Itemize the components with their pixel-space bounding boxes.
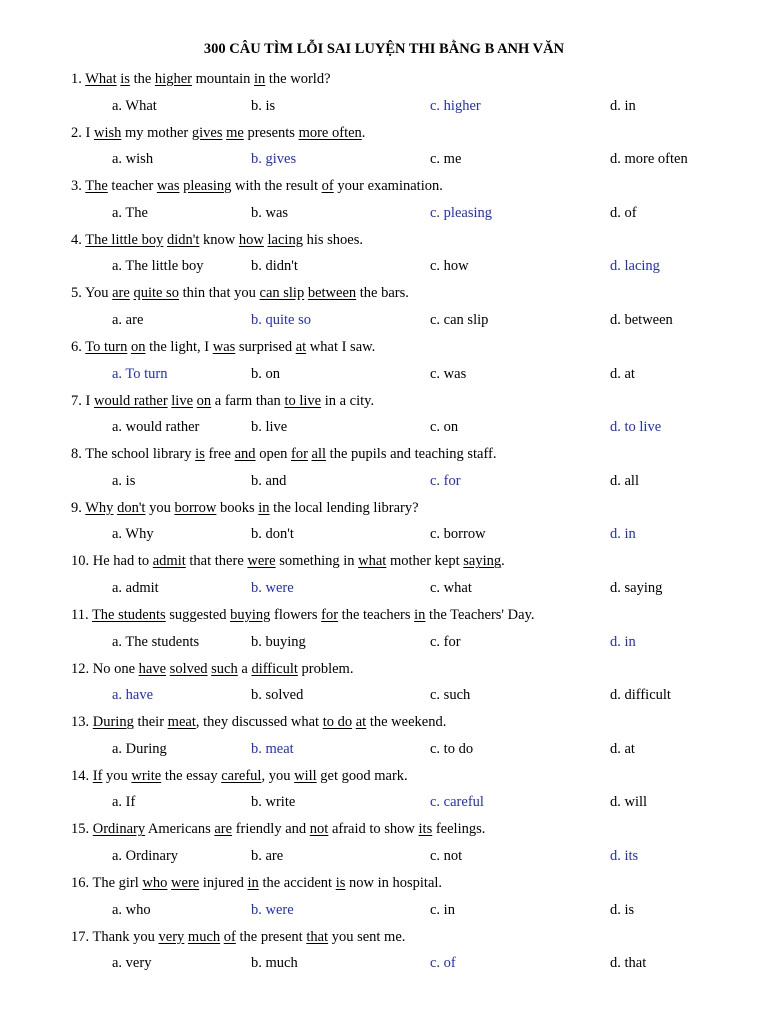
option-d: d. of — [610, 204, 637, 221]
underlined-phrase: Ordinary — [92, 821, 146, 838]
question-text: 2. I — [71, 124, 94, 141]
underlined-phrase: higher — [154, 71, 192, 87]
question-text: the pupils and teaching staff. — [326, 446, 497, 463]
option-a: a. If — [112, 794, 136, 811]
question-13 — [71, 713, 446, 731]
option-a: a. During — [112, 740, 167, 757]
underlined-phrase: is — [335, 875, 346, 891]
question-14 — [71, 767, 408, 785]
question-10 — [71, 552, 505, 570]
question-text: what I saw. — [306, 339, 376, 355]
option-d: d. will — [610, 794, 648, 811]
question-text: open — [255, 446, 291, 463]
question-text: a farm than — [211, 392, 285, 409]
question-16 — [71, 874, 442, 892]
question-text: teacher — [107, 178, 157, 195]
underlined-phrase: have — [138, 660, 167, 677]
underlined-phrase: buying — [230, 607, 271, 623]
underlined-phrase: and — [234, 446, 256, 463]
option-d: d. its — [610, 848, 639, 864]
underlined-phrase: pleasing — [183, 178, 232, 195]
option-b: b. are — [251, 848, 284, 864]
underlined-phrase: To turn — [85, 339, 128, 355]
question-text: the light, I — [145, 339, 213, 355]
question-text: presents — [243, 124, 299, 141]
underlined-phrase: all — [311, 446, 327, 463]
option-a: a. Ordinary — [112, 848, 179, 864]
underlined-phrase: are — [214, 821, 233, 838]
option-c: c. in — [430, 901, 455, 918]
option-b: b. were — [251, 901, 294, 918]
option-c: c. was — [430, 365, 467, 382]
question-text: get good mark. — [316, 767, 408, 784]
question-text: 5. You — [71, 285, 113, 302]
option-d: d. in — [610, 633, 636, 650]
question-text: books — [216, 499, 259, 516]
option-c: c. for — [430, 633, 461, 650]
underlined-phrase: meat — [167, 714, 196, 731]
underlined-phrase: can slip — [259, 285, 305, 302]
question-text: suggested — [165, 607, 231, 623]
option-d: d. lacing — [610, 258, 660, 275]
option-d: d. at — [610, 740, 635, 757]
underlined-phrase: was — [212, 339, 236, 355]
option-d: d. more often — [610, 151, 688, 168]
question-text: , you — [261, 767, 295, 784]
question-text: 9. — [71, 499, 86, 516]
page-title: 300 CÂU TÌM LỖI SAI LUYỆN THI BẰNG B ANH VĂN — [203, 41, 565, 57]
question-text: the bars. — [356, 285, 409, 302]
underlined-phrase: more often — [298, 124, 362, 141]
question-text: . — [361, 124, 366, 141]
question-text: free — [204, 446, 235, 463]
question-text: you sent me. — [328, 928, 406, 945]
underlined-phrase: saying — [463, 553, 502, 570]
underlined-phrase: live — [171, 392, 194, 409]
underlined-phrase: What — [85, 71, 117, 87]
option-c: c. can slip — [430, 312, 489, 328]
question-text: know — [199, 231, 239, 248]
option-c: c. higher — [430, 97, 481, 114]
option-c: c. what — [430, 580, 472, 596]
question-text: their — [133, 714, 168, 731]
option-d: d. in — [610, 526, 636, 543]
question-9 — [71, 499, 419, 517]
question-6 — [71, 338, 375, 356]
option-d: d. that — [610, 955, 647, 972]
option-b: b. write — [251, 794, 296, 811]
question-text: the teachers — [338, 607, 415, 623]
option-b: b. were — [251, 580, 294, 596]
option-a: a. admit — [112, 580, 159, 596]
option-a: a. Why — [112, 526, 154, 543]
question-text: Americans — [145, 821, 215, 838]
question-text: friendly and — [232, 821, 310, 838]
question-text: your examination. — [333, 178, 443, 195]
question-text: you — [145, 499, 175, 516]
underlined-phrase: The — [85, 178, 108, 195]
option-b: b. gives — [251, 151, 297, 168]
question-text: 8. The school library — [71, 446, 196, 463]
underlined-phrase: wish — [93, 124, 122, 141]
option-b: b. much — [251, 955, 298, 972]
underlined-phrase: how — [238, 231, 264, 248]
underlined-phrase: to do — [322, 714, 353, 731]
underlined-phrase: The students — [91, 607, 166, 623]
question-text: a — [237, 660, 252, 677]
question-text: 11. — [71, 607, 92, 623]
underlined-phrase: on — [130, 339, 146, 355]
question-text: 7. I — [71, 392, 94, 409]
question-15 — [71, 820, 485, 838]
question-text: mountain — [191, 71, 254, 87]
option-d: d. between — [610, 312, 673, 328]
question-text: , they discussed what — [195, 714, 323, 731]
question-text: injured — [199, 875, 248, 891]
question-text: 13. — [71, 714, 93, 731]
question-text: 14. — [71, 767, 93, 784]
underlined-phrase: gives — [191, 124, 223, 141]
question-text: now in hospital. — [345, 875, 443, 891]
question-text: 15. — [71, 821, 93, 838]
question-text: flowers — [270, 607, 322, 623]
option-b: b. meat — [251, 740, 294, 757]
option-a: a. would rather — [112, 419, 200, 436]
underlined-phrase: don't — [117, 499, 146, 516]
underlined-phrase: difficult — [251, 660, 298, 677]
question-5 — [71, 284, 409, 302]
underlined-phrase: at — [355, 714, 367, 731]
question-4 — [71, 231, 363, 249]
option-b: b. buying — [251, 633, 306, 650]
underlined-phrase: will — [294, 767, 317, 784]
question-text: 10. He had to — [71, 553, 153, 570]
question-7 — [71, 392, 374, 410]
option-c: c. on — [430, 419, 459, 436]
question-text: in a city. — [321, 392, 375, 409]
question-text: 3. — [71, 178, 86, 195]
option-c: c. not — [430, 848, 463, 864]
option-a: a. is — [112, 472, 136, 489]
underlined-phrase: write — [131, 767, 162, 784]
underlined-phrase: that — [306, 928, 329, 945]
option-b: b. solved — [251, 687, 304, 704]
question-text: that there — [185, 553, 248, 570]
question-text: 16. The girl — [71, 875, 143, 891]
question-text: feelings. — [432, 821, 486, 838]
question-text: 17. Thank you — [71, 928, 159, 945]
option-b: b. and — [251, 472, 287, 489]
option-a: a. The — [112, 204, 148, 221]
underlined-phrase: at — [295, 339, 307, 355]
option-d: d. saying — [610, 580, 663, 596]
option-d: d. at — [610, 365, 635, 382]
underlined-phrase: would rather — [93, 392, 168, 409]
underlined-phrase: such — [211, 660, 238, 677]
question-text: the world? — [265, 71, 331, 87]
underlined-phrase: in — [247, 875, 259, 891]
option-d: d. all — [610, 472, 639, 489]
question-text: the accident — [258, 875, 336, 891]
question-text: problem. — [297, 660, 354, 677]
underlined-phrase: lacing — [267, 231, 303, 248]
option-a: a. who — [112, 901, 151, 918]
question-text: 4. — [71, 231, 86, 248]
option-a: a. very — [112, 955, 152, 972]
underlined-phrase: of — [321, 178, 334, 195]
underlined-phrase: in — [414, 607, 426, 623]
underlined-phrase: were — [171, 875, 200, 891]
question-text: you — [102, 767, 132, 784]
question-12 — [71, 660, 353, 678]
option-c: c. pleasing — [430, 204, 493, 221]
option-b: b. didn't — [251, 258, 298, 275]
question-17 — [71, 928, 405, 946]
question-text: mother kept — [386, 553, 464, 570]
underlined-phrase: During — [92, 714, 134, 731]
option-b: b. is — [251, 97, 276, 114]
underlined-phrase: on — [196, 392, 212, 409]
underlined-phrase: between — [307, 285, 357, 302]
underlined-phrase: in — [254, 71, 266, 87]
option-c: c. how — [430, 258, 469, 275]
option-c: c. to do — [430, 740, 474, 757]
underlined-phrase: careful — [221, 767, 262, 784]
underlined-phrase: its — [418, 821, 433, 838]
option-a: a. The students — [112, 633, 200, 650]
question-text: with the result — [231, 178, 322, 195]
underlined-phrase: for — [321, 607, 339, 623]
question-text: 1. — [71, 71, 86, 87]
question-text: afraid to show — [328, 821, 419, 838]
question-text: the local lending library? — [269, 499, 419, 516]
underlined-phrase: didn't — [167, 231, 200, 248]
option-a: a. The little boy — [112, 258, 204, 275]
question-text: surprised — [235, 339, 296, 355]
option-a: a. What — [112, 97, 157, 114]
question-text: the — [129, 71, 155, 87]
option-a: a. To turn — [112, 365, 168, 382]
underlined-phrase: not — [309, 821, 329, 838]
question-text: the present — [235, 928, 307, 945]
underlined-phrase: for — [291, 446, 308, 463]
option-a: a. are — [112, 312, 144, 328]
option-b: b. on — [251, 365, 280, 382]
underlined-phrase: solved — [169, 660, 208, 677]
question-text: 12. No one — [71, 660, 139, 677]
underlined-phrase: much — [187, 928, 221, 945]
question-text: the essay — [161, 767, 222, 784]
underlined-phrase: quite so — [133, 285, 179, 302]
underlined-phrase: The little boy — [85, 231, 164, 248]
question-text: the weekend. — [366, 714, 447, 731]
underlined-phrase: borrow — [174, 499, 217, 516]
option-c: c. of — [430, 955, 456, 972]
question-8 — [71, 445, 497, 463]
underlined-phrase: admit — [152, 553, 186, 570]
option-c: c. borrow — [430, 526, 486, 543]
option-c: c. careful — [430, 794, 484, 811]
underlined-phrase: is — [120, 71, 130, 87]
underlined-phrase: in — [258, 499, 270, 516]
underlined-phrase: of — [223, 928, 236, 945]
question-text: my mother — [121, 124, 192, 141]
option-c: c. me — [430, 151, 462, 168]
question-11 — [71, 606, 535, 624]
option-c: c. for — [430, 472, 461, 489]
question-text: something in — [275, 553, 359, 570]
underlined-phrase: who — [142, 875, 168, 891]
question-2 — [71, 124, 365, 142]
question-text: his shoes. — [302, 231, 363, 248]
underlined-phrase: Why — [85, 499, 114, 516]
underlined-phrase: If — [92, 767, 103, 784]
question-text: 6. — [71, 339, 86, 355]
option-b: b. was — [251, 204, 289, 221]
option-b: b. don't — [251, 526, 294, 543]
option-a: a. wish — [112, 151, 154, 168]
question-text: thin that you — [178, 285, 260, 302]
underlined-phrase: are — [112, 285, 130, 302]
option-d: d. difficult — [610, 687, 671, 704]
option-a: a. have — [112, 687, 154, 704]
question-text: . — [501, 553, 505, 570]
option-b: b. live — [251, 419, 288, 436]
underlined-phrase: me — [226, 124, 244, 141]
underlined-phrase: what — [358, 553, 387, 570]
underlined-phrase: very — [158, 928, 185, 945]
option-d: d. in — [610, 97, 636, 114]
question-3 — [71, 177, 443, 195]
option-d: d. is — [610, 901, 635, 918]
underlined-phrase: is — [195, 446, 205, 463]
underlined-phrase: were — [247, 553, 276, 570]
question-text: the Teachers' Day. — [425, 607, 535, 623]
question-1 — [71, 70, 331, 88]
option-c: c. such — [430, 687, 471, 704]
option-b: b. quite so — [251, 312, 312, 328]
underlined-phrase: was — [156, 178, 180, 195]
underlined-phrase: to live — [284, 392, 322, 409]
option-d: d. to live — [610, 419, 662, 436]
